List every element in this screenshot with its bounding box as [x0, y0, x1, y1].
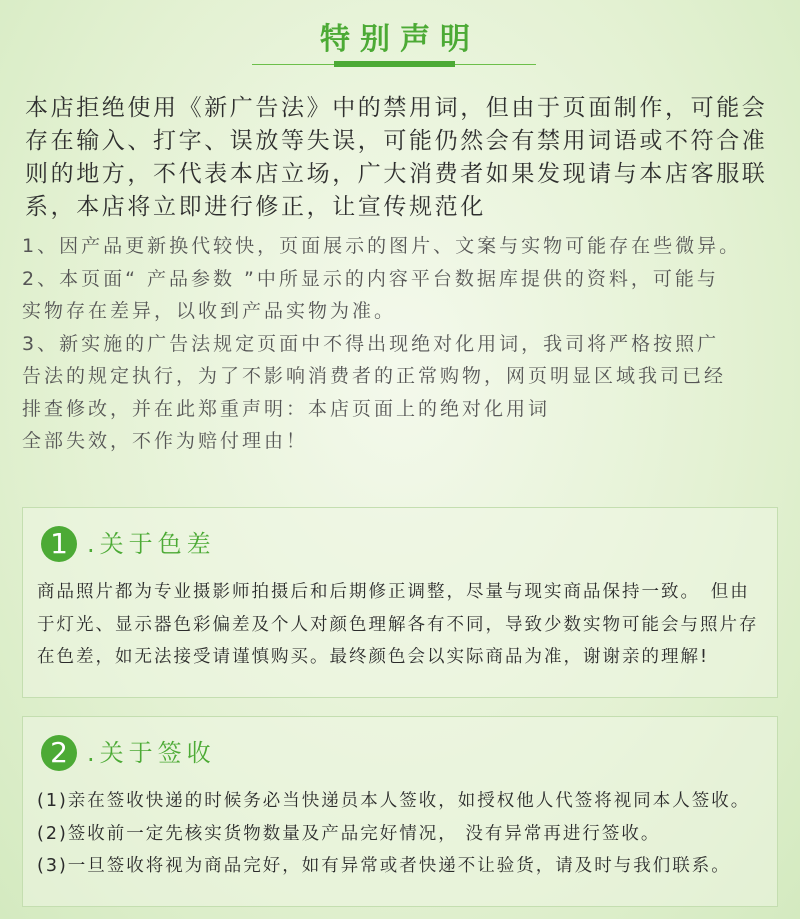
section-line: (3)一旦签收将视为商品完好，如有异常或者快递不让验货，请及时与我们联系。	[37, 856, 731, 876]
section-line: 商品照片都为专业摄影师拍摄后和后期修正调整，尽量与现实商品保持一致。 但由	[37, 582, 750, 602]
number-badge: 1	[41, 526, 77, 562]
intro-line: 存在输入、打字、误放等失误，可能仍然会有禁用词语或不符合准	[25, 128, 768, 154]
title-divider-accent	[334, 61, 455, 67]
number-badge: 2	[41, 735, 77, 771]
note-line: 全部失效，不作为赔付理由！	[22, 430, 309, 452]
section-color-difference	[22, 507, 778, 698]
note-line: 2、本页面“ 产品参数 ”中所显示的内容平台数据库提供的资料，可能与	[22, 267, 719, 290]
section-title: .关于色差	[87, 530, 216, 558]
page-title: 特别声明	[320, 22, 480, 57]
intro-line: 系，本店将立即进行修正，让宣传规范化	[25, 194, 486, 220]
section-line: 在色差，如无法接受请谨慎购买。最终颜色会以实际商品为准，谢谢亲的理解!	[37, 647, 710, 667]
section-line: (1)亲在签收快递的时候务必当快递员本人签收，如授权他人代签将视同本人签收。	[37, 791, 751, 811]
note-line: 1、因产品更新换代较快，页面展示的图片、文案与实物可能存在些微异。	[22, 235, 742, 257]
note-line: 排查修改，并在此郑重声明：本店页面上的绝对化用词	[22, 397, 551, 420]
note-line: 告法的规定执行，为了不影响消费者的正常购物，网页明显区域我司已经	[22, 365, 727, 387]
intro-line: 则的地方，不代表本店立场，广大消费者如果发现请与本店客服联	[25, 161, 768, 187]
notes-list	[22, 230, 787, 458]
section-line: 于灯光、显示器色彩偏差及个人对颜色理解各有不同，导致少数实物可能会与照片存	[37, 614, 759, 635]
intro-line: 本店拒绝使用《新广告法》中的禁用词，但由于页面制作，可能会	[25, 95, 768, 121]
section-line: (2)签收前一定先核实货物数量及产品完好情况， 没有异常再进行签收。	[37, 823, 661, 844]
intro-paragraph	[25, 92, 785, 224]
section-title: .关于签收	[87, 739, 216, 767]
section-delivery-signing	[22, 716, 778, 907]
note-line: 实物存在差异，以收到产品实物为准。	[22, 300, 397, 322]
note-line: 3、新实施的广告法规定页面中不得出现绝对化用词，我司将严格按照广	[22, 332, 720, 355]
